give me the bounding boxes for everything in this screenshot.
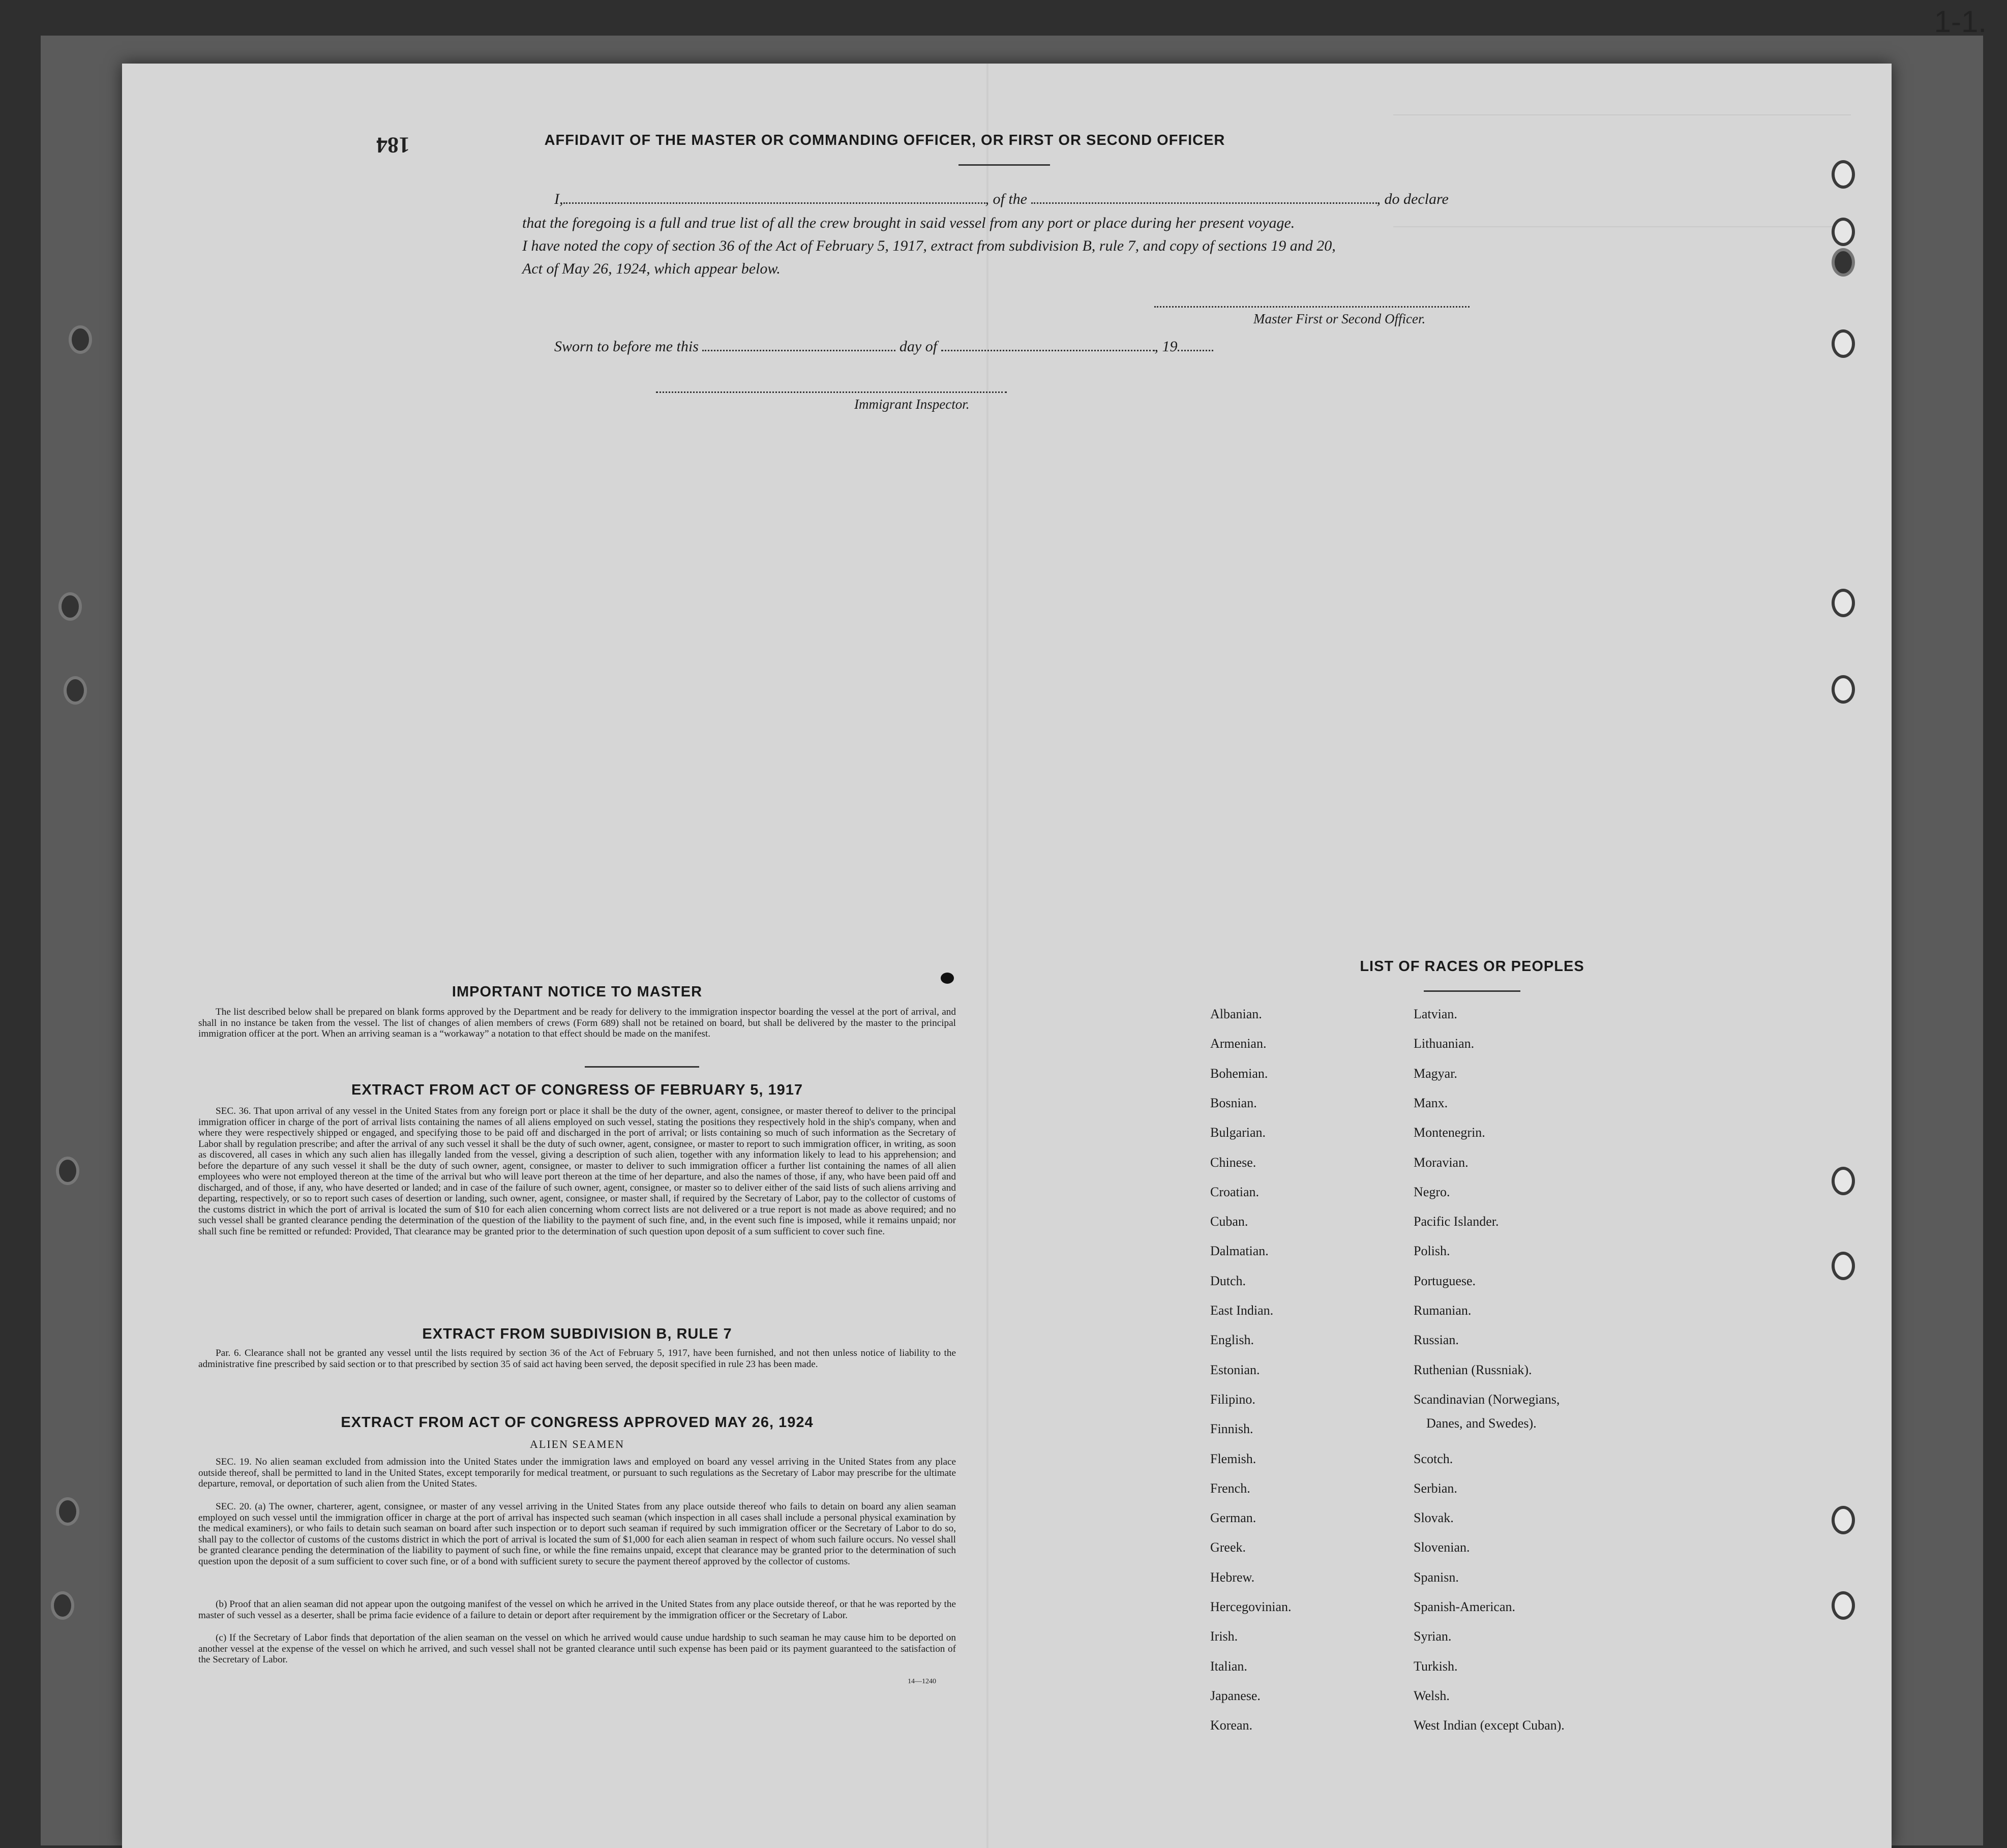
page-hole	[1832, 218, 1855, 246]
race-item: Croatian.	[1210, 1184, 1260, 1199]
race-item-scandinavian-cont: Danes, and Swedes).	[1426, 1416, 1537, 1431]
race-item: Moravian.	[1414, 1155, 1469, 1170]
race-item: Russian.	[1414, 1332, 1459, 1348]
race-item: Finnish.	[1210, 1421, 1253, 1437]
page-hole	[1832, 1252, 1855, 1280]
race-item: Bohemian.	[1210, 1066, 1268, 1081]
race-item: Syrian.	[1414, 1629, 1452, 1644]
race-item: Scotch.	[1414, 1451, 1453, 1466]
race-item: Ruthenian (Russniak).	[1414, 1362, 1532, 1377]
race-item: Rumanian.	[1414, 1303, 1472, 1318]
affidavit-i: I,	[554, 191, 563, 207]
sworn-month-blank	[941, 340, 1155, 351]
race-item: Bulgarian.	[1210, 1125, 1266, 1140]
race-item: Greek.	[1210, 1540, 1246, 1555]
extract-rule7-text: Par. 6. Clearance shall not be granted any vessel until the lists required by section 36 of the Act of February 5, 1917, have been furnished, and not then unless notice of liability to the administrative fine prescribed by said section or to that prescribed by section 35 of said act having been served, the deposit specified in rule 23 has been made.	[198, 1348, 956, 1370]
page-hole	[1832, 1506, 1855, 1534]
race-item: Dalmatian.	[1210, 1244, 1269, 1259]
binder-hole	[56, 1497, 79, 1526]
race-item: French.	[1210, 1480, 1250, 1496]
sworn-line	[554, 338, 1213, 355]
extract-1917-text: SEC. 36. That upon arrival of any vessel in the United States from any foreign port or place it shall be the duty of the owner, agent, consignee, or master thereof to deliver to the principal immigration officer in charge of the port of arrival lists containing the names of all aliens employed on such vessel, stating the positions they respectively hold in the ship's company, when and where they were respectively shipped or engaged, and specifying those to be paid off and discharged in the port of arrival; or lists containing so much of such information as the Secretary of Labor shall by regulation prescribe; and after the arrival of any such vessel it shall be the duty of such owner, agent, consignee, or master to report to such immigration officer, in writing, as soon as discovered, all cases in which any such alien has illegally landed from the vessel, giving a description of such alien, together with any information likely to lead to his apprehension; and before the departure of any such vessel it shall be the duty of such owner, agent, consignee, or master to deliver to such immigration officer a further list containing the names of all alien employees who were not employed thereon at the time of the arrival but who will leave port thereon at the time of her departure, and also the names of those, if any, who have been paid off and discharged, and of those, if any, who have deserted or landed; and in case of the failure of such owner, agent, consignee, or master so to deliver either of the said lists of such aliens arriving and departing, respectively, or so to report such cases of desertion or landing, such owner, agent, consignee, or master shall, if required by the Secretary of Labor, pay to the collector of customs of the customs district in which the port of arrival is located the sum of $10 for each alien concerning whom correct lists are not delivered or a true report is not made as above required; and no such vessel shall be granted clearance pending the determination of the question of the liability to the payment of such fine, and, in the event such fine is imposed, while it remains unpaid; nor shall such fine be remitted or refunded: Provided, That clearance may be granted prior to the determination of such question upon deposit of a sum sufficient to cover such fine.	[198, 1106, 956, 1237]
extract-rule7-title: EXTRACT FROM SUBDIVISION B, RULE 7	[422, 1326, 732, 1342]
race-item: Italian.	[1210, 1658, 1247, 1674]
master-signature-line	[1154, 306, 1470, 308]
inspector-label: Immigrant Inspector.	[854, 397, 970, 412]
binder-hole	[58, 592, 82, 621]
race-item: English.	[1210, 1332, 1254, 1348]
binder-hole	[69, 325, 92, 354]
sworn-label: Sworn to before me this	[554, 338, 699, 355]
page-hole	[1832, 248, 1855, 277]
race-item: Flemish.	[1210, 1451, 1256, 1466]
binder-hole	[56, 1157, 79, 1185]
page-hole	[1832, 1167, 1855, 1195]
race-item: Slovak.	[1414, 1510, 1454, 1526]
affidavit-of-the: , of the	[985, 191, 1027, 207]
page-hole	[1832, 589, 1855, 617]
race-item: Negro.	[1414, 1184, 1450, 1199]
race-item: German.	[1210, 1510, 1256, 1526]
alien-seamen-subtitle: ALIEN SEAMEN	[530, 1438, 624, 1450]
race-item: Hebrew.	[1210, 1569, 1255, 1585]
vessel-blank	[1031, 192, 1377, 204]
page-hole	[1832, 675, 1855, 704]
affidavit-line-4: Act of May 26, 1924, which appear below.	[522, 260, 781, 277]
year-label: , 19	[1154, 338, 1178, 355]
master-label: Master First or Second Officer.	[1253, 311, 1426, 326]
race-item: Spanish-American.	[1414, 1599, 1516, 1614]
race-item: Bosnian.	[1210, 1095, 1257, 1110]
race-item: Magyar.	[1414, 1066, 1457, 1081]
bleed-through-line	[1393, 226, 1851, 227]
race-item: Scandinavian (Norwegians,	[1414, 1391, 1560, 1407]
sec-20b-text: (b) Proof that an alien seaman did not appear upon the outgoing manifest of the vessel on which he arrived in the United States from any place outside thereof, or that he was reported by the master of such vessel as a deserter, shall be prima facie evidence of a failure to detain or deport after requirement by the immigration officer or the Secretary of Labor.	[198, 1599, 956, 1621]
page-fold	[986, 64, 988, 1848]
race-item: Serbian.	[1414, 1480, 1457, 1496]
race-item: Estonian.	[1210, 1362, 1260, 1377]
race-item: Slovenian.	[1414, 1540, 1470, 1555]
race-item: Spanisn.	[1414, 1569, 1459, 1585]
notice-text: The list described below shall be prepared on blank forms approved by the Department and be ready for delivery to the immigration inspector boarding the vessel at the port of arrival, and shall in no instance be taken from the vessel. The list of changes of alien members of crews (Form 689) shall not be retained on board, but shall be delivered by the master to the principal immigration officer at the port. When an arriving seaman is a “workaway” a notation to that effect should be made on the manifest.	[198, 1007, 956, 1039]
page-hole	[1832, 1591, 1855, 1620]
affidavit-line-2: that the foregoing is a full and true list of all the crew brought in said vessel from any port or place during her present voyage.	[522, 215, 1295, 231]
races-title: LIST OF RACES OR PEOPLES	[1360, 958, 1584, 975]
race-item: Chinese.	[1210, 1155, 1256, 1170]
page-hole	[1832, 160, 1855, 189]
race-item: Welsh.	[1414, 1688, 1450, 1703]
page-number: 184	[376, 133, 410, 158]
affidavit-title: AFFIDAVIT OF THE MASTER OR COMMANDING OFFICER, OR FIRST OR SECOND OFFICER	[544, 132, 1225, 148]
race-item: Albanian.	[1210, 1007, 1262, 1021]
race-item: Lithuanian.	[1414, 1036, 1475, 1051]
affidavit-rule	[958, 164, 1050, 166]
notice-rule	[585, 1066, 699, 1068]
sec-20a-text: SEC. 20. (a) The owner, charterer, agent, consignee, or master of any vessel arriving in the United States from any place outside thereof who fails to detain on board any alien seaman employed on such vessel until the immigration officer in charge at the port of arrival has inspected such seaman (which inspection in all cases shall include a personal physical examination by the medical examiners), or who fails to detain such seaman on board after such inspection or to deport such seaman if required by such immigration officer or the Secretary of Labor to do so, shall pay to the collector of customs of the customs district in which the port of arrival is located the sum of $1,000 for each alien seaman in respect of whom such failure occurs. No vessel shall be granted clearance pending the determination of the liability to payment of such fine, or while the fine remains unpaid, except that clearance may be granted prior to the determination of such question upon the deposit of a sum sufficient to cover such fine, or of a bond with sufficient surety to secure the payment thereof approved by the collector of customs.	[198, 1501, 956, 1567]
ink-spot	[941, 973, 954, 984]
race-item: Korean.	[1210, 1718, 1253, 1733]
notice-title: IMPORTANT NOTICE TO MASTER	[452, 984, 703, 1000]
affidavit-line-1	[554, 191, 1449, 208]
race-item: East Indian.	[1210, 1303, 1274, 1318]
race-item: Dutch.	[1210, 1273, 1246, 1288]
binder-hole	[64, 676, 87, 705]
extract-1924-title: EXTRACT FROM ACT OF CONGRESS APPROVED MAY 26, 1924	[341, 1414, 814, 1431]
race-item: Portuguese.	[1414, 1273, 1476, 1288]
race-item: West Indian (except Cuban).	[1414, 1718, 1565, 1733]
race-item: Latvian.	[1414, 1007, 1457, 1021]
bleed-through-line	[1393, 114, 1851, 115]
corner-mark: 1-1.	[1934, 5, 1987, 39]
race-item: Turkish.	[1414, 1658, 1458, 1674]
race-item: Hercegovinian.	[1210, 1599, 1292, 1614]
race-item: Cuban.	[1210, 1214, 1248, 1229]
form-code: 14—1240	[908, 1678, 936, 1685]
inspector-signature-line	[656, 391, 1007, 393]
affidavit-do-declare: , do declare	[1376, 191, 1449, 207]
extract-1917-title: EXTRACT FROM ACT OF CONGRESS OF FEBRUARY 5, 1917	[351, 1082, 803, 1098]
races-rule	[1424, 990, 1520, 992]
sec-20c-text: (c) If the Secretary of Labor finds that deportation of the alien seaman on the vessel on which he arrived would cause undue hardship to such seaman he may cause him to be deported on another vessel at the expense of the vessel on which he arrived, and such vessel shall not be granted clearance until such expense has been paid or its payment guaranteed to the satisfaction of the Secretary of Labor.	[198, 1632, 956, 1665]
race-item: Montenegrin.	[1414, 1125, 1485, 1140]
sworn-day-blank	[702, 340, 895, 351]
sec-19-text: SEC. 19. No alien seaman excluded from admission into the United States under the immigration laws and employed on board any vessel arriving in the United States from any place outside thereof, shall be permitted to land in the United States, except temporarily for medical treatment, or pursuant to such regulations as the Secretary of Labor may prescribe for the ultimate departure, removal, or deportation of such alien from the United States.	[198, 1457, 956, 1489]
day-of-label: day of	[899, 338, 938, 355]
race-item: Japanese.	[1210, 1688, 1261, 1703]
race-item: Armenian.	[1210, 1036, 1267, 1051]
sworn-year-blank	[1178, 340, 1213, 351]
race-item: Polish.	[1414, 1244, 1450, 1259]
affidavit-line-3: I have noted the copy of section 36 of the Act of February 5, 1917, extract from subdivision B, rule 7, and copy of sections 19 and 20,	[522, 237, 1336, 254]
document-page	[122, 64, 1892, 1848]
name-blank	[563, 192, 985, 204]
page-hole	[1832, 329, 1855, 358]
race-item: Filipino.	[1210, 1391, 1255, 1407]
race-item: Pacific Islander.	[1414, 1214, 1499, 1229]
race-item: Irish.	[1210, 1629, 1238, 1644]
binder-hole	[51, 1591, 74, 1620]
race-item: Manx.	[1414, 1095, 1448, 1110]
